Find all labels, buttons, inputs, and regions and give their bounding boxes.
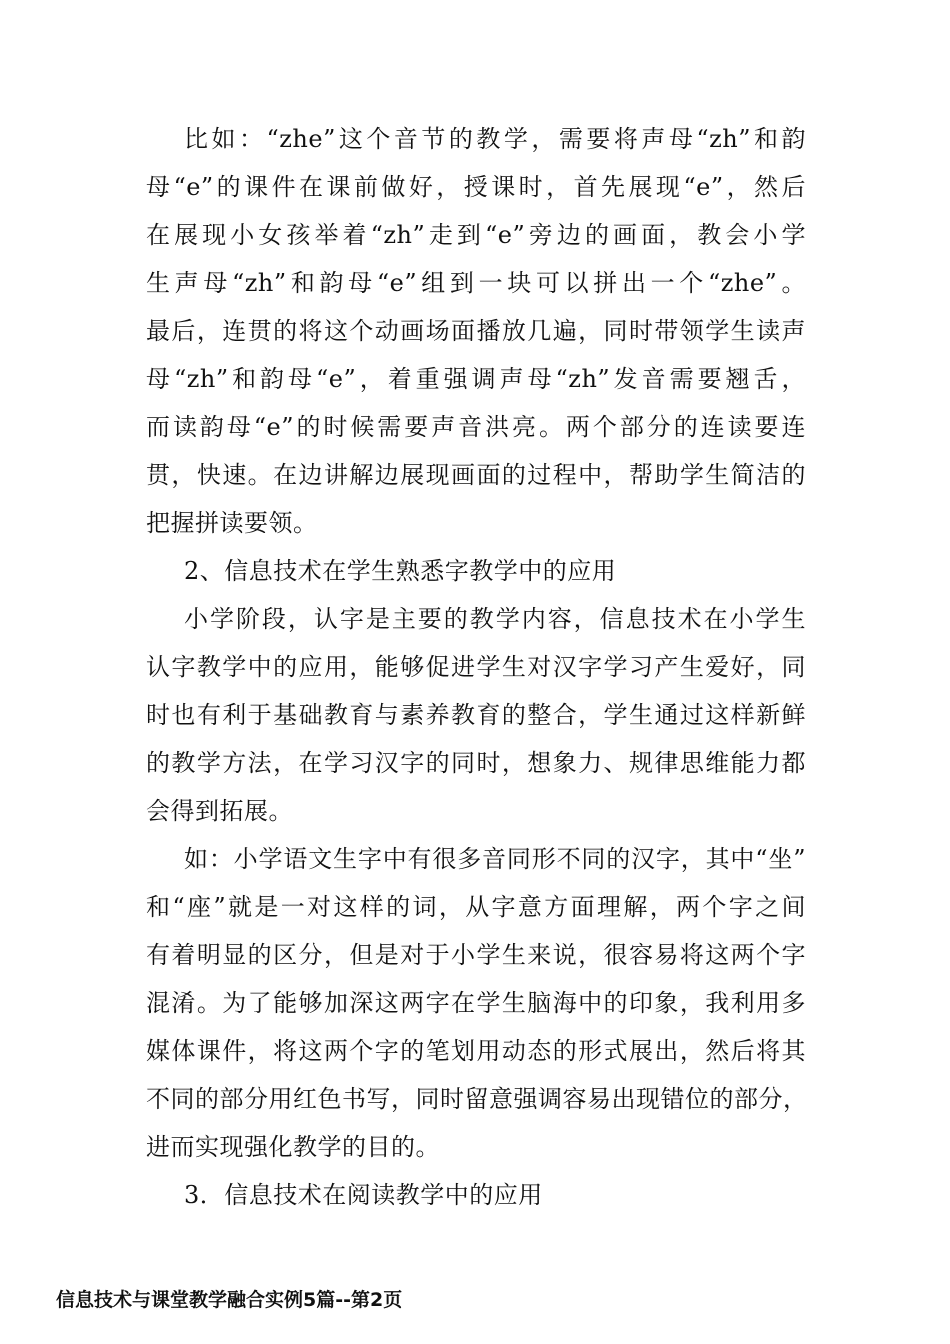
text-line: 进而实现强化教学的目的。 (146, 1133, 440, 1161)
text-line: 如：小学语文生字中有很多音同形不同的汉字，其中“坐” (184, 845, 806, 873)
document-body (146, 115, 806, 1219)
text-line: 母“e”的课件在课前做好，授课时，首先展现“e”，然后 (146, 173, 806, 201)
heading-text: 2、信息技术在学生熟悉字教学中的应用 (184, 557, 617, 585)
text-line: 会得到拓展。 (146, 797, 293, 825)
text-line: 媒体课件，将这两个字的笔划用动态的形式展出，然后将其 (146, 1037, 806, 1065)
text-line: 和“座”就是一对这样的词，从字意方面理解，两个字之间 (146, 893, 806, 921)
text-line: 混淆。为了能够加深这两字在学生脑海中的印象，我利用多 (146, 989, 806, 1017)
section-heading (146, 1171, 806, 1219)
text-line: 的教学方法，在学习汉字的同时，想象力、规律思维能力都 (146, 749, 806, 777)
text-line: 母“zh”和韵母“e”，着重强调声母“zh”发音需要翘舌， (146, 365, 806, 393)
text-line: 比如：“zhe”这个音节的教学，需要将声母“zh”和韵 (184, 125, 806, 153)
text-line: 把握拼读要领。 (146, 509, 318, 537)
text-line: 在展现小女孩举着“zh”走到“e”旁边的画面，教会小学 (146, 221, 806, 249)
paragraph (146, 595, 806, 835)
text-line: 小学阶段，认字是主要的教学内容，信息技术在小学生 (184, 605, 806, 633)
section-heading (146, 547, 806, 595)
text-line: 时也有利于基础教育与素养教育的整合，学生通过这样新鲜 (146, 701, 806, 729)
page-footer: 信息技术与课堂教学融合实例5篇--第2页 (56, 1289, 403, 1311)
text-line: 认字教学中的应用，能够促进学生对汉字学习产生爱好，同 (146, 653, 806, 681)
heading-text: 3．信息技术在阅读教学中的应用 (184, 1181, 543, 1209)
text-line: 不同的部分用红色书写，同时留意强调容易出现错位的部分， (146, 1085, 808, 1113)
paragraph (146, 115, 806, 547)
text-line: 生声母“zh”和韵母“e”组到一块可以拼出一个“zhe”。 (146, 269, 806, 297)
paragraph (146, 835, 806, 1171)
text-line: 最后，连贯的将这个动画场面播放几遍，同时带领学生读声 (146, 317, 806, 345)
text-line: 贯，快速。在边讲解边展现画面的过程中，帮助学生简洁的 (146, 461, 806, 489)
text-line: 有着明显的区分，但是对于小学生来说，很容易将这两个字 (146, 941, 806, 969)
text-line: 而读韵母“e”的时候需要声音洪亮。两个部分的连读要连 (146, 413, 806, 441)
